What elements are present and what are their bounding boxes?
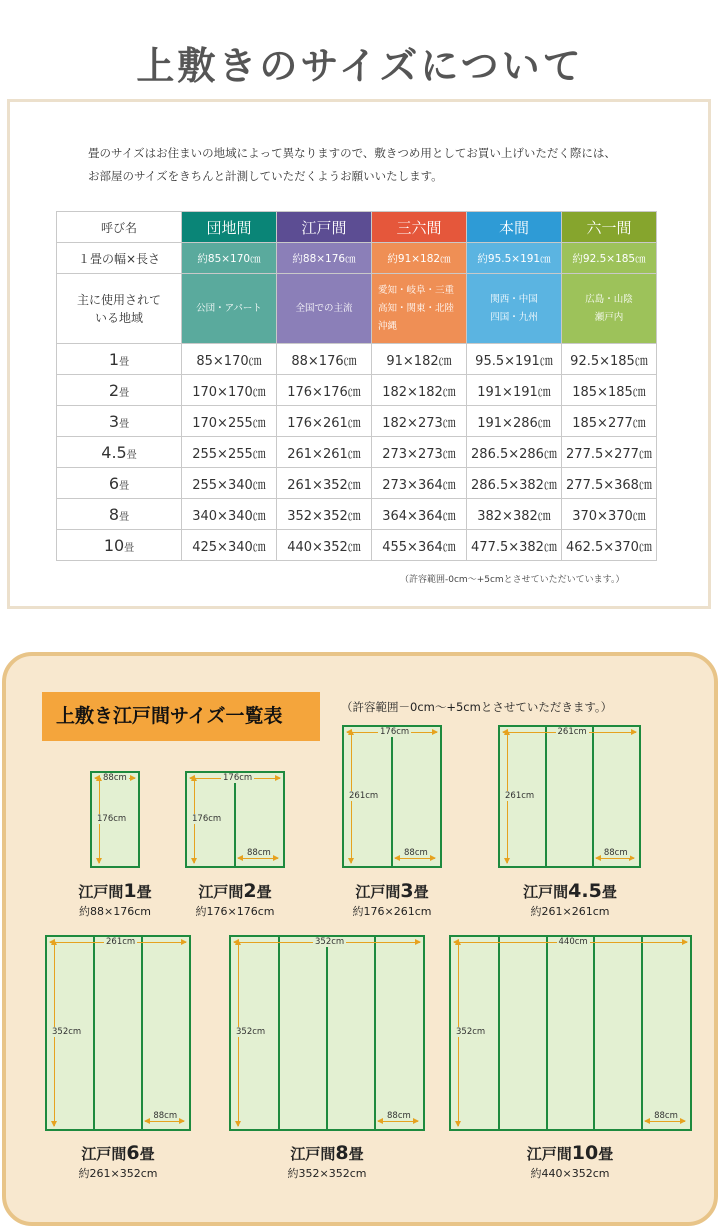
panel-seam: [592, 727, 594, 866]
column-header-sanrokuma: 三六間: [372, 212, 467, 243]
table-cell: 455×364㎝: [372, 530, 467, 561]
width-label: 176cm: [380, 727, 410, 737]
mat-size: 約176×176cm: [195, 905, 275, 918]
region-line: 広島・山陰: [585, 293, 633, 305]
table-note: （許容範囲-0cm～+5cmとさせていただいています。）: [400, 575, 625, 585]
mat-name: [322, 880, 462, 902]
table-header-row: [57, 212, 657, 243]
table-cell: [562, 274, 657, 344]
width-label: 261cm: [106, 937, 136, 947]
table-cell: 170×255㎝: [182, 406, 277, 437]
mat-name-number: 8: [335, 1142, 349, 1164]
row-label-tatami-count: [57, 468, 182, 499]
table-cell: 191×286㎝: [467, 406, 562, 437]
tatami-count-number: 10: [103, 535, 125, 555]
intro-text: [88, 142, 658, 188]
table-row: [57, 437, 657, 468]
row-label-tatami-count: [57, 406, 182, 437]
table-cell: 182×273㎝: [372, 406, 467, 437]
intro-line: お部屋のサイズをきちんと計測していただくようお願いいたします。: [88, 169, 443, 183]
table-cell: 425×340㎝: [182, 530, 277, 561]
mat-size: 約88×176cm: [79, 905, 151, 918]
mat-name: [48, 1142, 188, 1164]
table-cell: 364×364㎝: [372, 499, 467, 530]
panel-seam: [141, 937, 143, 1129]
tatami-count-number: 1: [108, 349, 120, 369]
tolerance-note: （許容範囲－0cm～+5cmとさせていただきます。）: [341, 700, 613, 714]
table-cell: 176×261㎝: [277, 406, 372, 437]
table-cell: 92.5×185㎝: [562, 344, 657, 375]
table-cell: 185×185㎝: [562, 375, 657, 406]
table-cell: 382×382㎝: [467, 499, 562, 530]
panel-width-label: 88cm: [654, 1111, 678, 1121]
table-cell: 255×255㎝: [182, 437, 277, 468]
mat-name-number: 4.5: [568, 880, 602, 902]
panel-seam: [278, 937, 280, 1129]
panel-seam: [374, 937, 376, 1129]
region-line: 高知・関東・北陸: [378, 302, 455, 314]
table-cell: 286.5×382㎝: [467, 468, 562, 499]
region-line: 愛知・岐阜・三重: [378, 284, 455, 296]
mat-name-prefix: 江戸間: [355, 883, 401, 901]
tatami-count-suffix: 畳: [119, 480, 130, 492]
mat-name-number: 1: [123, 880, 137, 902]
panel-seam: [326, 937, 328, 1129]
label-line: いる地域: [94, 310, 143, 325]
table-cell: 約91×182㎝: [372, 243, 467, 274]
panel-seam: [391, 727, 393, 866]
table-row: [57, 406, 657, 437]
table-cell: 462.5×370㎝: [562, 530, 657, 561]
panel-seam: [641, 937, 643, 1129]
panel-seam: [93, 937, 95, 1129]
table-row: [57, 499, 657, 530]
height-label: 352cm: [456, 1027, 486, 1037]
mat-name-suffix: 畳: [139, 1145, 155, 1163]
panel-width-label: 88cm: [404, 848, 428, 858]
panel-seam: [498, 937, 500, 1129]
mat-size: 約261×261cm: [530, 905, 610, 918]
tatami-count-suffix: 畳: [124, 542, 135, 554]
table-cell: 185×277㎝: [562, 406, 657, 437]
mat-name: [257, 1142, 397, 1164]
table-cell: 85×170㎝: [182, 344, 277, 375]
tatami-mat-diagram: [185, 771, 285, 868]
tatami-mat-diagram: [229, 935, 425, 1131]
panel-seam: [234, 773, 236, 866]
table-cell: 約92.5×185㎝: [562, 243, 657, 274]
table-cell: 261×352㎝: [277, 468, 372, 499]
panel-width-label: 88cm: [387, 1111, 411, 1121]
mat-name: [500, 1142, 640, 1164]
edo-list-heading: 上敷き江戸間サイズ一覧表: [42, 692, 320, 741]
mat-name-prefix: 江戸間: [526, 1145, 572, 1163]
table-cell: 182×182㎝: [372, 375, 467, 406]
mat-name-suffix: 畳: [601, 883, 617, 901]
mat-name-suffix: 畳: [598, 1145, 614, 1163]
tatami-count-number: 4.5: [101, 442, 127, 462]
table-cell: 95.5×191㎝: [467, 344, 562, 375]
tatami-count-suffix: 畳: [119, 387, 130, 399]
row-label-tatami-count: [57, 375, 182, 406]
panel-width-arrow: [645, 1121, 685, 1122]
table-cell: 273×273㎝: [372, 437, 467, 468]
height-label: 352cm: [52, 1027, 82, 1037]
mat-name-number: 2: [243, 880, 257, 902]
tatami-count-number: 6: [108, 473, 120, 493]
panel-width-arrow: [145, 1121, 184, 1122]
table-body: [57, 344, 657, 561]
tatami-count-suffix: 畳: [119, 356, 130, 368]
table-cell: 255×340㎝: [182, 468, 277, 499]
table-cell: [182, 274, 277, 344]
table-cell: [277, 274, 372, 344]
mat-name-number: 6: [126, 1142, 140, 1164]
region-line: 瀬戸内: [594, 311, 624, 323]
table-cell: 170×170㎝: [182, 375, 277, 406]
tatami-mat-diagram: [449, 935, 692, 1131]
mat-name-prefix: 江戸間: [198, 883, 244, 901]
tatami-count-suffix: 畳: [119, 511, 130, 523]
mat-name-number: 3: [400, 880, 414, 902]
table-cell: 約88×176㎝: [277, 243, 372, 274]
row-label-tatami-count: [57, 344, 182, 375]
region-line: 公団・アパート: [196, 302, 262, 314]
tatami-mat-diagram: [45, 935, 191, 1131]
mat-name-prefix: 江戸間: [81, 1145, 127, 1163]
panel-seam: [593, 937, 595, 1129]
tatami-size-table: [56, 211, 657, 561]
tatami-count-number: 2: [108, 380, 120, 400]
width-label: 352cm: [315, 937, 345, 947]
mat-name-number: 10: [571, 1142, 599, 1164]
table-cell: 277.5×277㎝: [562, 437, 657, 468]
row-label-size: １畳の幅×長さ: [57, 243, 182, 274]
mat-name-prefix: 江戸間: [523, 883, 569, 901]
mat-size: 約261×352cm: [78, 1167, 158, 1180]
panel-seam: [546, 937, 548, 1129]
region-line: 関西・中国: [490, 293, 538, 305]
table-cell: 370×370㎝: [562, 499, 657, 530]
table-cell: 91×182㎝: [372, 344, 467, 375]
table-cell: 277.5×368㎝: [562, 468, 657, 499]
mat-name: [45, 880, 185, 902]
width-label: 261cm: [557, 727, 587, 737]
table-row: [57, 344, 657, 375]
height-label: 261cm: [505, 790, 535, 801]
table-cell: 88×176㎝: [277, 344, 372, 375]
table-row: [57, 468, 657, 499]
panel-width-arrow: [596, 858, 634, 859]
mat-name-prefix: 江戸間: [78, 883, 124, 901]
column-header-honma: 本間: [467, 212, 562, 243]
table-cell: 191×191㎝: [467, 375, 562, 406]
panel-width-arrow: [395, 858, 435, 859]
table-cell: 176×176㎝: [277, 375, 372, 406]
panel-width-label: 88cm: [603, 848, 628, 858]
column-header-danchima: 団地間: [182, 212, 277, 243]
mat-name-suffix: 畳: [136, 883, 152, 901]
width-label: 88cm: [103, 773, 127, 783]
row-label-name: 呼び名: [57, 212, 182, 243]
page-title: 上敷きのサイズについて: [136, 43, 584, 88]
table-cell: 約85×170㎝: [182, 243, 277, 274]
tatami-count-number: 3: [108, 411, 120, 431]
table-cell: 約95.5×191㎝: [467, 243, 562, 274]
table-cell: [372, 274, 467, 344]
region-line: 四国・九州: [490, 311, 538, 323]
tatami-count-suffix: 畳: [119, 418, 130, 430]
panel-width-label: 88cm: [153, 1111, 178, 1121]
table-row: [57, 375, 657, 406]
table-cell: 440×352㎝: [277, 530, 372, 561]
table-cell: [467, 274, 562, 344]
table-cell: 273×364㎝: [372, 468, 467, 499]
table-cell: 340×340㎝: [182, 499, 277, 530]
height-label: 261cm: [349, 790, 379, 801]
row-label-region: [57, 274, 182, 344]
mat-name-suffix: 畳: [413, 883, 429, 901]
table-cell: 352×352㎝: [277, 499, 372, 530]
mat-name-suffix: 畳: [256, 883, 272, 901]
panel-seam: [545, 727, 547, 866]
intro-line: 畳のサイズはお住まいの地域によって異なりますので、敷きつめ用としてお買い上げいただく際には、: [88, 146, 616, 160]
mat-size: 約440×352cm: [530, 1167, 610, 1180]
table-cell: 477.5×382㎝: [467, 530, 562, 561]
panel-width-label: 88cm: [247, 848, 271, 858]
row-label-tatami-count: [57, 499, 182, 530]
width-label: 440cm: [558, 937, 588, 947]
height-label: 176cm: [192, 813, 222, 824]
height-label: 352cm: [236, 1027, 266, 1037]
width-label: 176cm: [223, 773, 253, 783]
table-cell: 261×261㎝: [277, 437, 372, 468]
mat-size: 約352×352cm: [287, 1167, 367, 1180]
table-row: [57, 530, 657, 561]
region-line: 全国での主流: [295, 302, 353, 314]
table-region-row: [57, 274, 657, 344]
mat-name-prefix: 江戸間: [290, 1145, 336, 1163]
tatami-mat-diagram: [498, 725, 641, 868]
mat-name: [165, 880, 305, 902]
tatami-count-suffix: 畳: [126, 449, 137, 461]
panel-width-arrow: [238, 858, 278, 859]
mat-size: 約176×261cm: [352, 905, 432, 918]
label-line: 主に使用されて: [76, 292, 161, 307]
table-cell: 286.5×286㎝: [467, 437, 562, 468]
mat-name: [500, 880, 640, 902]
column-header-rokuichima: 六一間: [562, 212, 657, 243]
mat-name-suffix: 畳: [348, 1145, 364, 1163]
height-label: 176cm: [97, 813, 127, 824]
tatami-mat-diagram: [90, 771, 140, 868]
table-size-row: [57, 243, 657, 274]
tatami-count-number: 8: [108, 504, 120, 524]
tatami-mat-diagram: [342, 725, 442, 868]
column-header-edoma: 江戸間: [277, 212, 372, 243]
region-line: 沖縄: [378, 320, 398, 332]
panel-width-arrow: [378, 1121, 418, 1122]
row-label-tatami-count: [57, 530, 182, 561]
row-label-tatami-count: [57, 437, 182, 468]
